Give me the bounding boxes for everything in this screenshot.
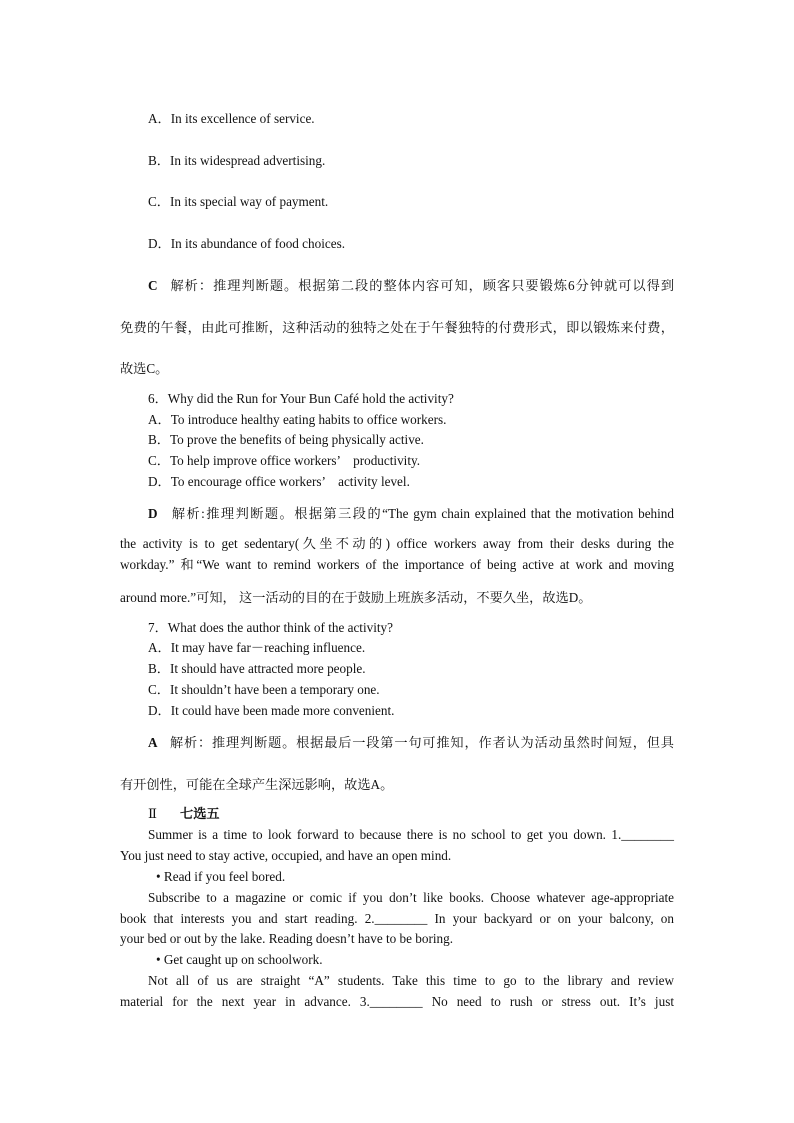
passage-p2-line3: your bed or out by the lake. Reading doesn’t have to be boring.	[120, 931, 454, 946]
passage-p1-line1: Summer is a time to look forward to because there is no school to get you down. 1.________	[148, 827, 674, 842]
q6-question: 6．Why did the Run for Your Bun Café hold the activity?	[148, 391, 454, 406]
q5-option-c: C．In its special way of payment.	[148, 194, 329, 209]
q6-answer-letter: D	[148, 506, 158, 521]
section-numeral: Ⅱ	[148, 806, 157, 821]
passage-bullet-1: • Read if you feel bored.	[156, 869, 286, 884]
q7-question: 7．What does the author think of the activity?	[148, 620, 393, 635]
q5-explanation-1: 解析：推理判断题。根据第二段的整体内容可知，顾客只要锻炼6分钟就可以得到	[170, 278, 675, 293]
q6-explanation-2: the activity is to get sedentary(久坐不动的) office workers away from their desks during the	[120, 536, 674, 551]
q7-answer-letter: A	[148, 735, 158, 750]
q7-option-c: C．It shouldn’t have been a temporary one.	[148, 682, 380, 697]
passage-p3-line2: material for the next year in advance. 3.________ No need to rush or stress out. It’s just	[120, 994, 674, 1009]
q7-explanation-1: 解析：推理判断题。根据最后一段第一句可推知，作者认为活动虽然时间短，但具	[169, 735, 674, 750]
passage-bullet-2: • Get caught up on schoolwork.	[156, 952, 323, 967]
section-heading	[148, 805, 220, 822]
q6-option-c: C．To help improve office workers’ productivity.	[148, 453, 421, 468]
passage-p2-line1: Subscribe to a magazine or comic if you don’t like books. Choose whatever age-appropriate	[148, 890, 674, 905]
q7-explanation-2: 有开创性，可能在全球产生深远影响，故选A。	[120, 777, 394, 792]
q6-explanation-3: workday.” 和“We want to remind workers of the importance of being active at work and moving	[120, 557, 674, 572]
q7-option-a: A．It may have far－reaching influence.	[148, 640, 366, 655]
passage-p2-line2: book that interests you and start reading. 2.________ In your backyard or on your balcony, on	[120, 911, 674, 926]
q6-explanation-1: 解析:推理判断题。根据第三段的“The gym chain explained that the motivation behind	[171, 506, 674, 521]
q6-explanation-4: around more.”可知， 这一活动的目的在于鼓励上班族多活动，不要久坐，故选D。	[120, 590, 592, 605]
q6-option-a: A．To introduce healthy eating habits to office workers.	[148, 412, 447, 427]
q7-option-d: D．It could have been made more convenient.	[148, 703, 395, 718]
passage-p1-line2: You just need to stay active, occupied, and have an open mind.	[120, 848, 452, 863]
q5-explanation-2: 免费的午餐，由此可推断，这种活动的独特之处在于午餐独特的付费形式，即以锻炼来付费，	[120, 320, 674, 335]
q7-option-b: B．It should have attracted more people.	[148, 661, 366, 676]
q5-answer-line1	[148, 277, 674, 294]
q5-explanation-3: 故选C。	[120, 361, 169, 376]
q5-option-b: B．In its widespread advertising.	[148, 153, 326, 168]
q6-option-b: B．To prove the benefits of being physically active.	[148, 432, 424, 447]
q7-answer-line1	[148, 734, 674, 751]
passage-p3-line1: Not all of us are straight “A” students. Take this time to go to the library and review	[148, 973, 674, 988]
q5-option-d: D．In its abundance of food choices.	[148, 236, 346, 251]
q5-option-a: A．In its excellence of service.	[148, 111, 315, 126]
q6-answer-line1	[148, 505, 674, 522]
q6-option-d: D．To encourage office workers’ activity level.	[148, 474, 410, 489]
section-title: 七选五	[180, 806, 220, 821]
q5-answer-letter: C	[148, 278, 158, 293]
